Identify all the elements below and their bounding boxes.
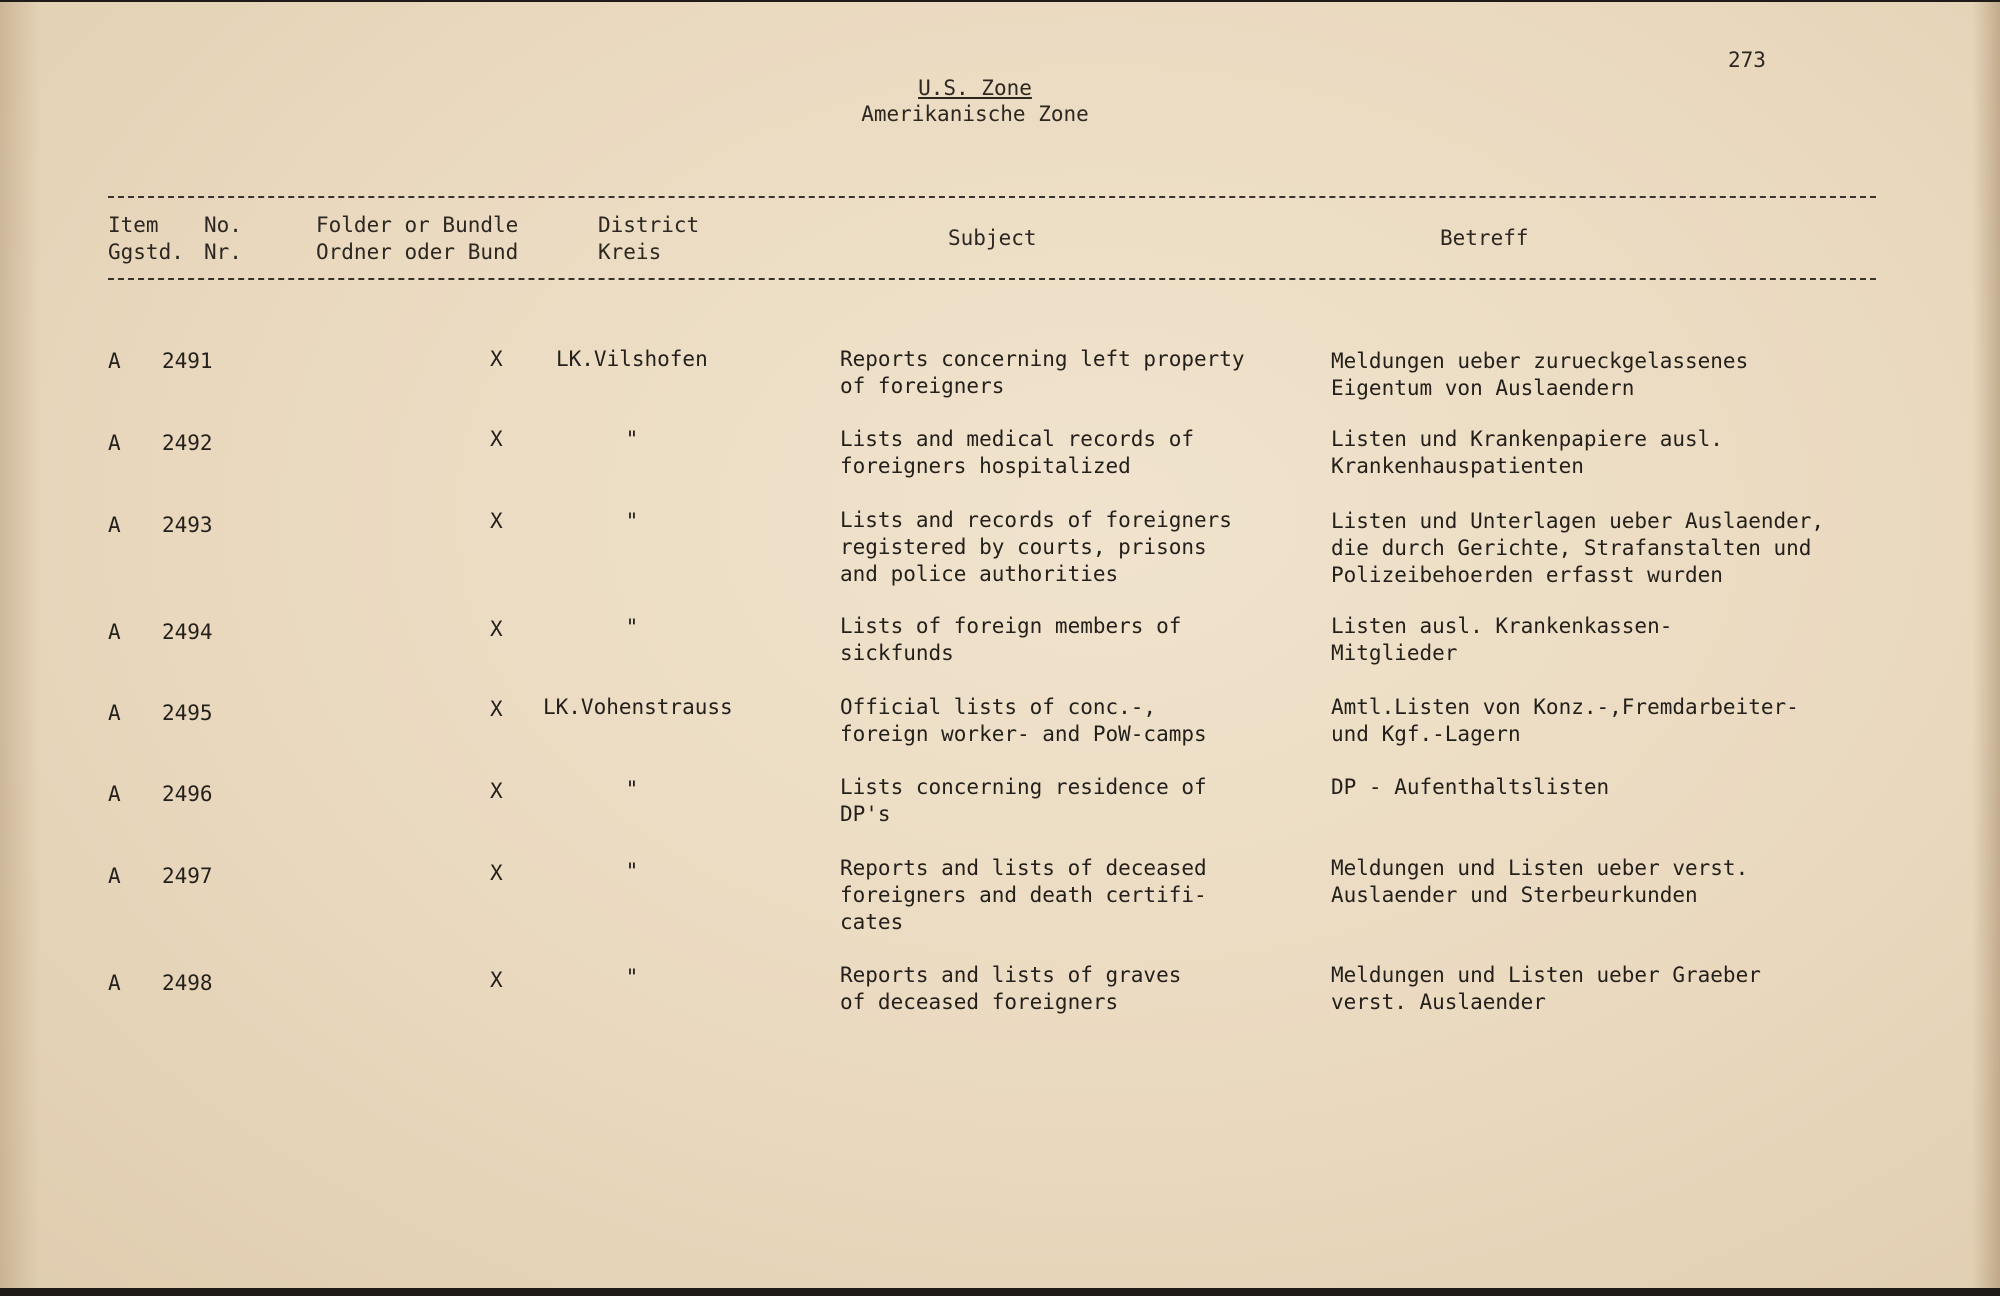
row-number: 2498 (162, 971, 213, 995)
row-district: LK.Vilshofen (556, 347, 708, 371)
row-number: 2493 (162, 513, 213, 537)
row-district-ditto: " (625, 965, 639, 989)
row-betreff-line: Amtl.Listen von Konz.-,Fremdarbeiter- (1331, 695, 1799, 719)
col-district-de: Kreis (598, 240, 662, 264)
row-betreff-line: Listen und Unterlagen ueber Auslaender, (1331, 509, 1825, 533)
row-subject-line: and police authorities (840, 562, 1119, 586)
row-subject-line: Reports concerning left property (840, 347, 1245, 371)
row-folder-mark: X (490, 697, 503, 721)
row-item: A (108, 513, 121, 537)
document-page (0, 2, 2000, 1288)
row-betreff-line: und Kgf.-Lagern (1331, 722, 1521, 746)
col-item-de: Ggstd. (108, 240, 184, 264)
row-folder-mark: X (490, 427, 503, 451)
row-subject-line: registered by courts, prisons (840, 535, 1207, 559)
row-betreff-line: die durch Gerichte, Strafanstalten und (1331, 536, 1812, 560)
row-betreff-line: Meldungen ueber zurueckgelassenes (1331, 349, 1749, 373)
row-betreff-line: Auslaender und Sterbeurkunden (1331, 883, 1698, 907)
row-subject-line: of deceased foreigners (840, 990, 1119, 1014)
row-folder-mark: X (490, 968, 503, 992)
row-district: LK.Vohenstrauss (543, 695, 733, 719)
row-betreff-line: Mitglieder (1331, 641, 1458, 665)
row-district-ditto: " (625, 859, 639, 883)
col-no-de: Nr. (204, 240, 242, 264)
row-subject-line: sickfunds (840, 641, 954, 665)
row-subject-line: Lists and records of foreigners (840, 508, 1232, 532)
row-district-ditto: " (625, 509, 639, 533)
row-folder-mark: X (490, 347, 503, 371)
header-rule-bottom (108, 278, 1876, 280)
row-subject-line: Lists and medical records of (840, 427, 1195, 451)
header-rule-top (108, 196, 1876, 198)
row-subject-line: foreigners hospitalized (840, 454, 1131, 478)
col-folder-de: Ordner oder Bund (316, 240, 519, 264)
row-betreff-line: Listen ausl. Krankenkassen- (1331, 614, 1673, 638)
row-subject-line: Lists of foreign members of (840, 614, 1182, 638)
col-district-en: District (598, 213, 700, 237)
row-betreff-line: Meldungen und Listen ueber Graeber (1331, 963, 1761, 987)
row-item: A (108, 349, 121, 373)
row-betreff-line: verst. Auslaender (1331, 990, 1546, 1014)
row-betreff-line: Krankenhauspatienten (1331, 454, 1584, 478)
row-betreff-line: Listen und Krankenpapiere ausl. (1331, 427, 1723, 451)
row-betreff-line: Meldungen und Listen ueber verst. (1331, 856, 1749, 880)
row-betreff-line: Polizeibehoerden erfasst wurden (1331, 563, 1723, 587)
row-item: A (108, 620, 121, 644)
row-subject-line: foreigners and death certifi- (840, 883, 1207, 907)
row-item: A (108, 864, 121, 888)
row-district-ditto: " (625, 615, 639, 639)
row-item: A (108, 431, 121, 455)
col-no-en: No. (204, 213, 242, 237)
row-subject-line: cates (840, 910, 904, 934)
col-subject: Subject (948, 226, 1037, 250)
row-district-ditto: " (625, 777, 639, 801)
row-subject-line: Official lists of conc.-, (840, 695, 1157, 719)
row-folder-mark: X (490, 861, 503, 885)
zone-title: U.S. Zone (918, 76, 1032, 100)
row-subject-line: DP's (840, 802, 891, 826)
page-number: 273 (1728, 48, 1766, 72)
col-folder-en: Folder or Bundle (316, 213, 519, 237)
row-item: A (108, 971, 121, 995)
row-item: A (108, 701, 121, 725)
row-subject-line: Lists concerning residence of (840, 775, 1207, 799)
row-betreff-line: DP - Aufenthaltslisten (1331, 775, 1610, 799)
row-betreff-line: Eigentum von Auslaendern (1331, 376, 1635, 400)
row-subject-line: Reports and lists of graves (840, 963, 1182, 987)
row-folder-mark: X (490, 617, 503, 641)
row-subject-line: of foreigners (840, 374, 1005, 398)
row-folder-mark: X (490, 509, 503, 533)
row-number: 2492 (162, 431, 213, 455)
row-number: 2494 (162, 620, 213, 644)
row-subject-line: foreign worker- and PoW-camps (840, 722, 1207, 746)
zone-subtitle: Amerikanische Zone (861, 102, 1089, 126)
row-number: 2497 (162, 864, 213, 888)
col-item-en: Item (108, 213, 159, 237)
row-folder-mark: X (490, 779, 503, 803)
row-number: 2495 (162, 701, 213, 725)
row-number: 2491 (162, 349, 213, 373)
row-item: A (108, 782, 121, 806)
row-number: 2496 (162, 782, 213, 806)
row-subject-line: Reports and lists of deceased (840, 856, 1207, 880)
row-district-ditto: " (625, 427, 639, 451)
col-betreff: Betreff (1440, 226, 1529, 250)
